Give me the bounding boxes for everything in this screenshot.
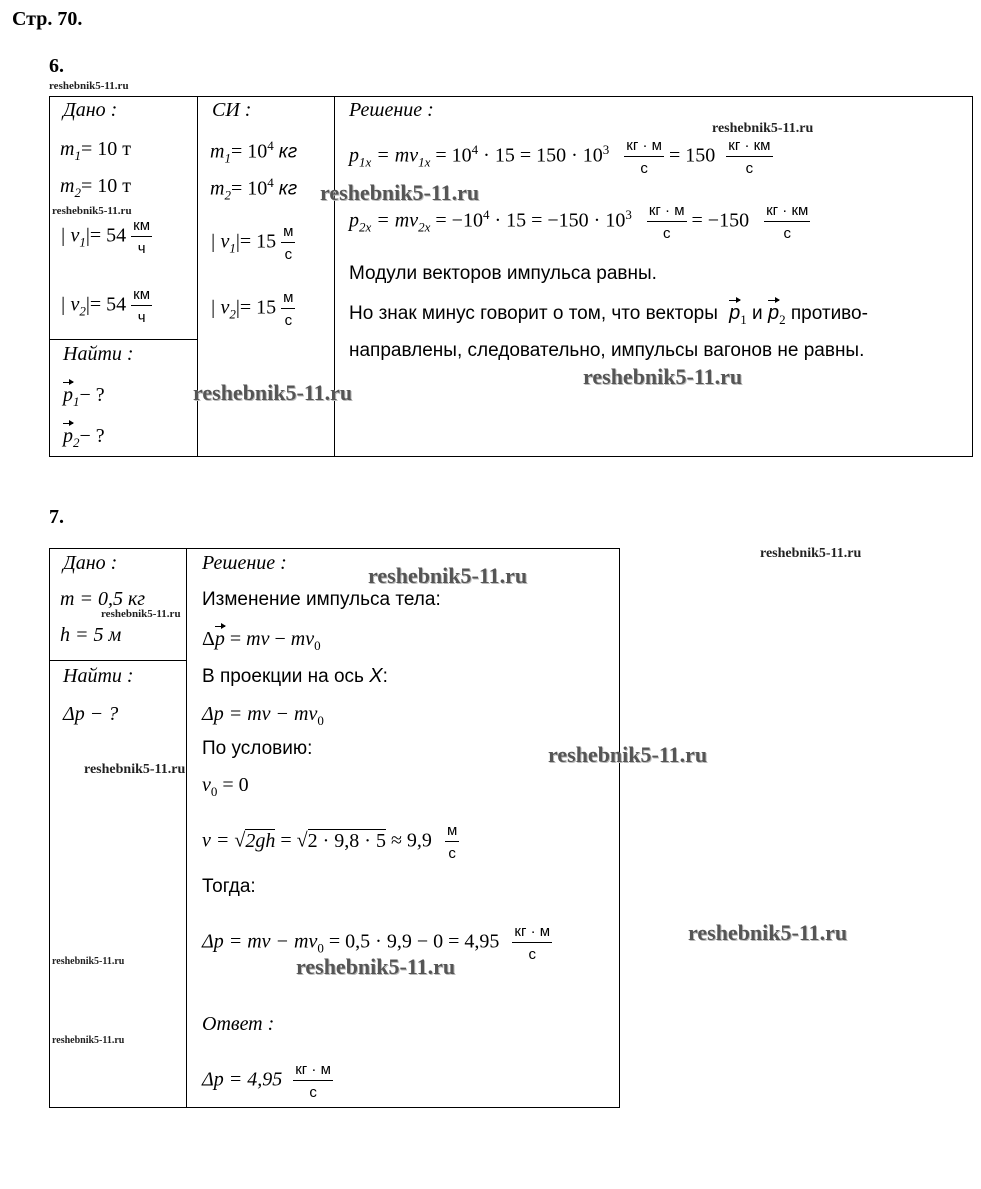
watermark: reshebnik5-11.ru [84, 762, 186, 777]
p7-solution-label: Решение : [202, 552, 287, 574]
watermark: reshebnik5-11.ru [583, 364, 743, 389]
p7-eq-vector: Δp = mv − $mv_0$ [202, 628, 321, 653]
p7-find-dp: Δp − ? [63, 703, 119, 725]
page-title: Стр. 70. [12, 8, 83, 30]
watermark: reshebnik5-11.ru [760, 546, 862, 561]
watermark: reshebnik5-11.ru [548, 742, 708, 767]
p7-given-m: m = 0,5 кг [60, 588, 146, 610]
watermark: reshebnik5-11.ru [101, 608, 181, 620]
p7-text-change: Изменение импульса тела: [202, 589, 441, 610]
watermark: reshebnik5-11.ru [296, 954, 456, 979]
p7-given-label: Дано : [63, 552, 118, 574]
watermark: reshebnik5-11.ru [320, 180, 480, 205]
given-m2: $m_2= 10$ т [60, 175, 131, 200]
find-p2: $p_2-$ ? [63, 425, 105, 450]
given-v2: | $v_2|= 54$ $\frac{км}{ч}$ [60, 286, 151, 326]
p7-answer: Δp = 4,95 $\frac{кг \cdot м}{с}$ [202, 1061, 331, 1101]
si-m2: $m_2= 10^4$ кг [210, 175, 298, 203]
text-minus-sign: Но знак минус говорит о том, что векторы $p_1$ и $p_2$ противо- [349, 302, 868, 327]
watermark: reshebnik5-11.ru [712, 121, 814, 136]
p7-find-label: Найти : [63, 665, 134, 687]
watermark: reshebnik5-11.ru [52, 956, 125, 967]
p7-eq-projection: Δp = mv − $mv_0$ [202, 703, 324, 728]
p7-eq-v0: $v_0 = 0$ [202, 774, 249, 799]
si-v2: | $v_2|= 15$ $\frac{м}{с}$ [210, 289, 294, 329]
p7-text-projection: В проекции на ось X: [202, 665, 388, 687]
si-m1: $m_1= 10^4$ кг [210, 138, 298, 166]
problem-7-number: 7. [49, 506, 64, 528]
equation-p2x: $p_{2x} = mv_{2x} = -10^4 \cdot 15 = -150 \cdot 10^3$ $\frac{кг \cdot м}{с}$ = −150 $\frac{кг \cdot км}{с}$ [349, 202, 809, 242]
p7-given-h: h = 5 м [60, 624, 122, 646]
si-v1: | $v_1|= 15$ $\frac{м}{с}$ [210, 223, 294, 263]
solution-label: Решение : [349, 99, 434, 121]
watermark: reshebnik5-11.ru [193, 380, 353, 405]
given-v1: | $v_1|= 54$ $\frac{км}{ч}$ [60, 217, 151, 257]
p7-text-then: Тогда: [202, 876, 256, 897]
si-label: СИ : [212, 99, 252, 121]
problem-6-number: 6. [49, 55, 64, 77]
p7-eq-final: Δp = mv − $mv_0 = 0,5 \cdot 9,9 - 0 = 4,95$ $\frac{кг \cdot м}{с}$ [202, 923, 551, 963]
p7-text-condition: По условию: [202, 738, 313, 759]
watermark: reshebnik5-11.ru [688, 920, 848, 945]
given-label: Дано : [63, 99, 118, 121]
text-directed: направлены, следовательно, импульсы вагонов не равны. [349, 340, 865, 361]
given-m1: $m_1= 10$ т [60, 138, 131, 163]
watermark: reshebnik5-11.ru [52, 205, 132, 217]
find-label: Найти : [63, 343, 134, 365]
p7-answer-label: Ответ : [202, 1013, 275, 1035]
equation-p1x: $p_{1x} = mv_{1x} = 10^4 \cdot 15 = 150 \cdot 10^3$ $\frac{кг \cdot м}{с}$ = 150 $\frac{кг \cdot км}{с}$ [349, 137, 771, 177]
watermark: reshebnik5-11.ru [52, 1035, 125, 1046]
watermark: reshebnik5-11.ru [368, 563, 528, 588]
find-p1: $p_1-$ ? [63, 384, 105, 409]
watermark: reshebnik5-11.ru [49, 80, 129, 92]
text-modules-equal: Модули векторов импульса равны. [349, 263, 657, 284]
p7-eq-velocity: v = √2gh = √2 · 9,8 · 5 ≈ 9,9 $\frac{м}{с}$ [202, 822, 458, 862]
